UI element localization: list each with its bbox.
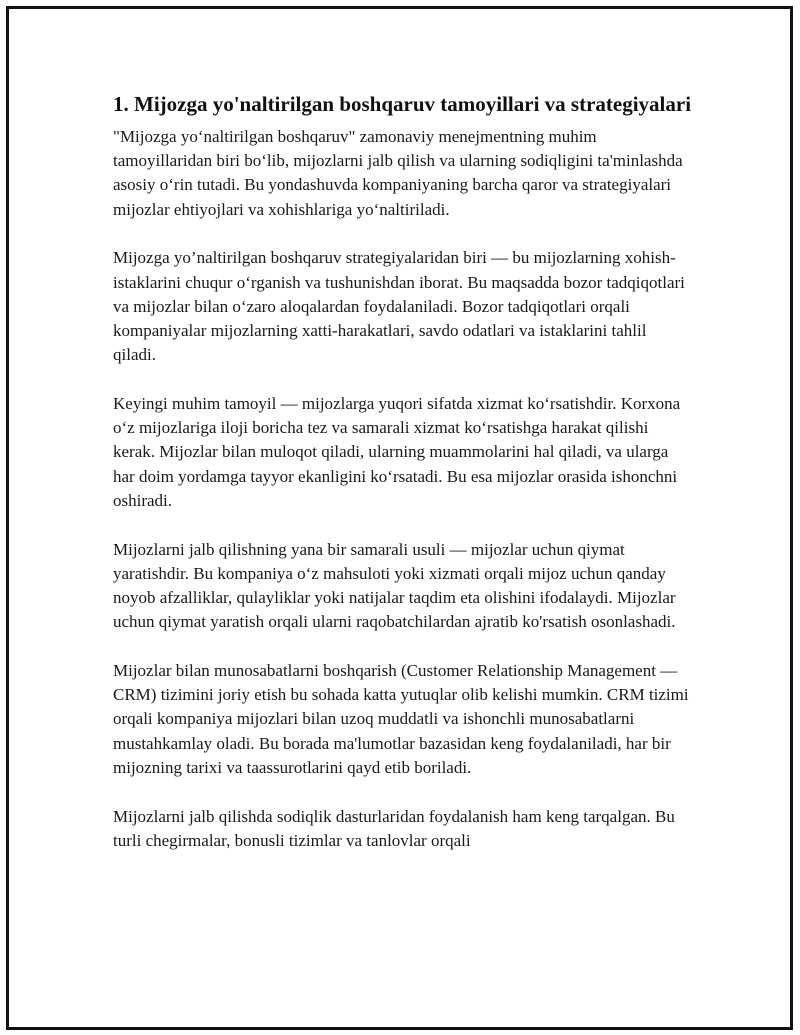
section-heading: 1. Mijozga yo'naltirilgan boshqaruv tamoyillari va strategiyalari [113, 92, 692, 116]
document-body [113, 90, 693, 878]
paragraph-5: Mijozlar bilan munosabatlarni boshqarish (Customer Relationship Management — CRM) tizimini joriy etish bu sohada katta yutuqlar olib kelishi mumkin. CRM tizimi orqali kompaniya mijozlari bilan uzoq muddatli va ishonchli munosabatlarni mustahkamlay oladi. Bu borada ma'lumotlar bazasidan keng foydalaniladi, har bir mijozning tarixi va taassurotlarini qayd etib boriladi. [113, 661, 689, 777]
paragraph-2: Mijozga yo’naltirilgan boshqaruv strategiyalaridan biri — bu mijozlarning xohish-istaklarini chuqur o‘rganish va tushunishdan iborat. Bu maqsadda bozor tadqiqotlari va mijozlar bilan o‘zaro aloqalardan foydalaniladi. Bozor tadqiqotlari orqali kompaniyalar mijozlarning xatti-harakatlari, savdo odatlari va istaklarini tahlil qiladi. [113, 248, 685, 365]
paragraph-1: "Mijozga yo‘naltirilgan boshqaruv" zamonaviy menejmentning muhim tamoyillaridan biri bo‘lib, mijozlarni jalb qilish va ularning sodiqligini ta'minlashda asosiy o‘rin tutadi. Bu yondashuvda kompaniyaning barcha qaror va strategiyalari mijozlar ehtiyojlari va xohishlariga yo‘naltiriladi. [113, 127, 683, 219]
paragraph-4: Mijozlarni jalb qilishning yana bir samarali usuli — mijozlar uchun qiymat yaratishdir. Bu kompaniya o‘z mahsuloti yoki xizmati orqali mijoz uchun qanday noyob afzalliklar, qulayliklar yoki natijalar taqdim eta olishini ifodalaydi. Mijozlar uchun qiymat yaratish orqali ularni raqobatchilardan ajratib ko'rsatish osonlashadi. [113, 539, 676, 632]
paragraph-3: Keyingi muhim tamoyil — mijozlarga yuqori sifatda xizmat ko‘rsatishdir. Korxona o‘z mijozlariga iloji boricha tez va samarali xizmat ko‘rsatishga harakat qilishi kerak. Mijozlar bilan muloqot qiladi, ularning muammolarini hal qiladi, va ularga har doim yordamga tayyor ekanligini ko‘rsatadi. Bu esa mijozlar orasida ishonchni oshiradi. [113, 394, 681, 510]
paragraph-6: Mijozlarni jalb qilishda sodiqlik dasturlaridan foydalanish ham keng tarqalgan. Bu turli chegirmalar, bonusli tizimlar va tanlovlar orqali [113, 806, 675, 850]
